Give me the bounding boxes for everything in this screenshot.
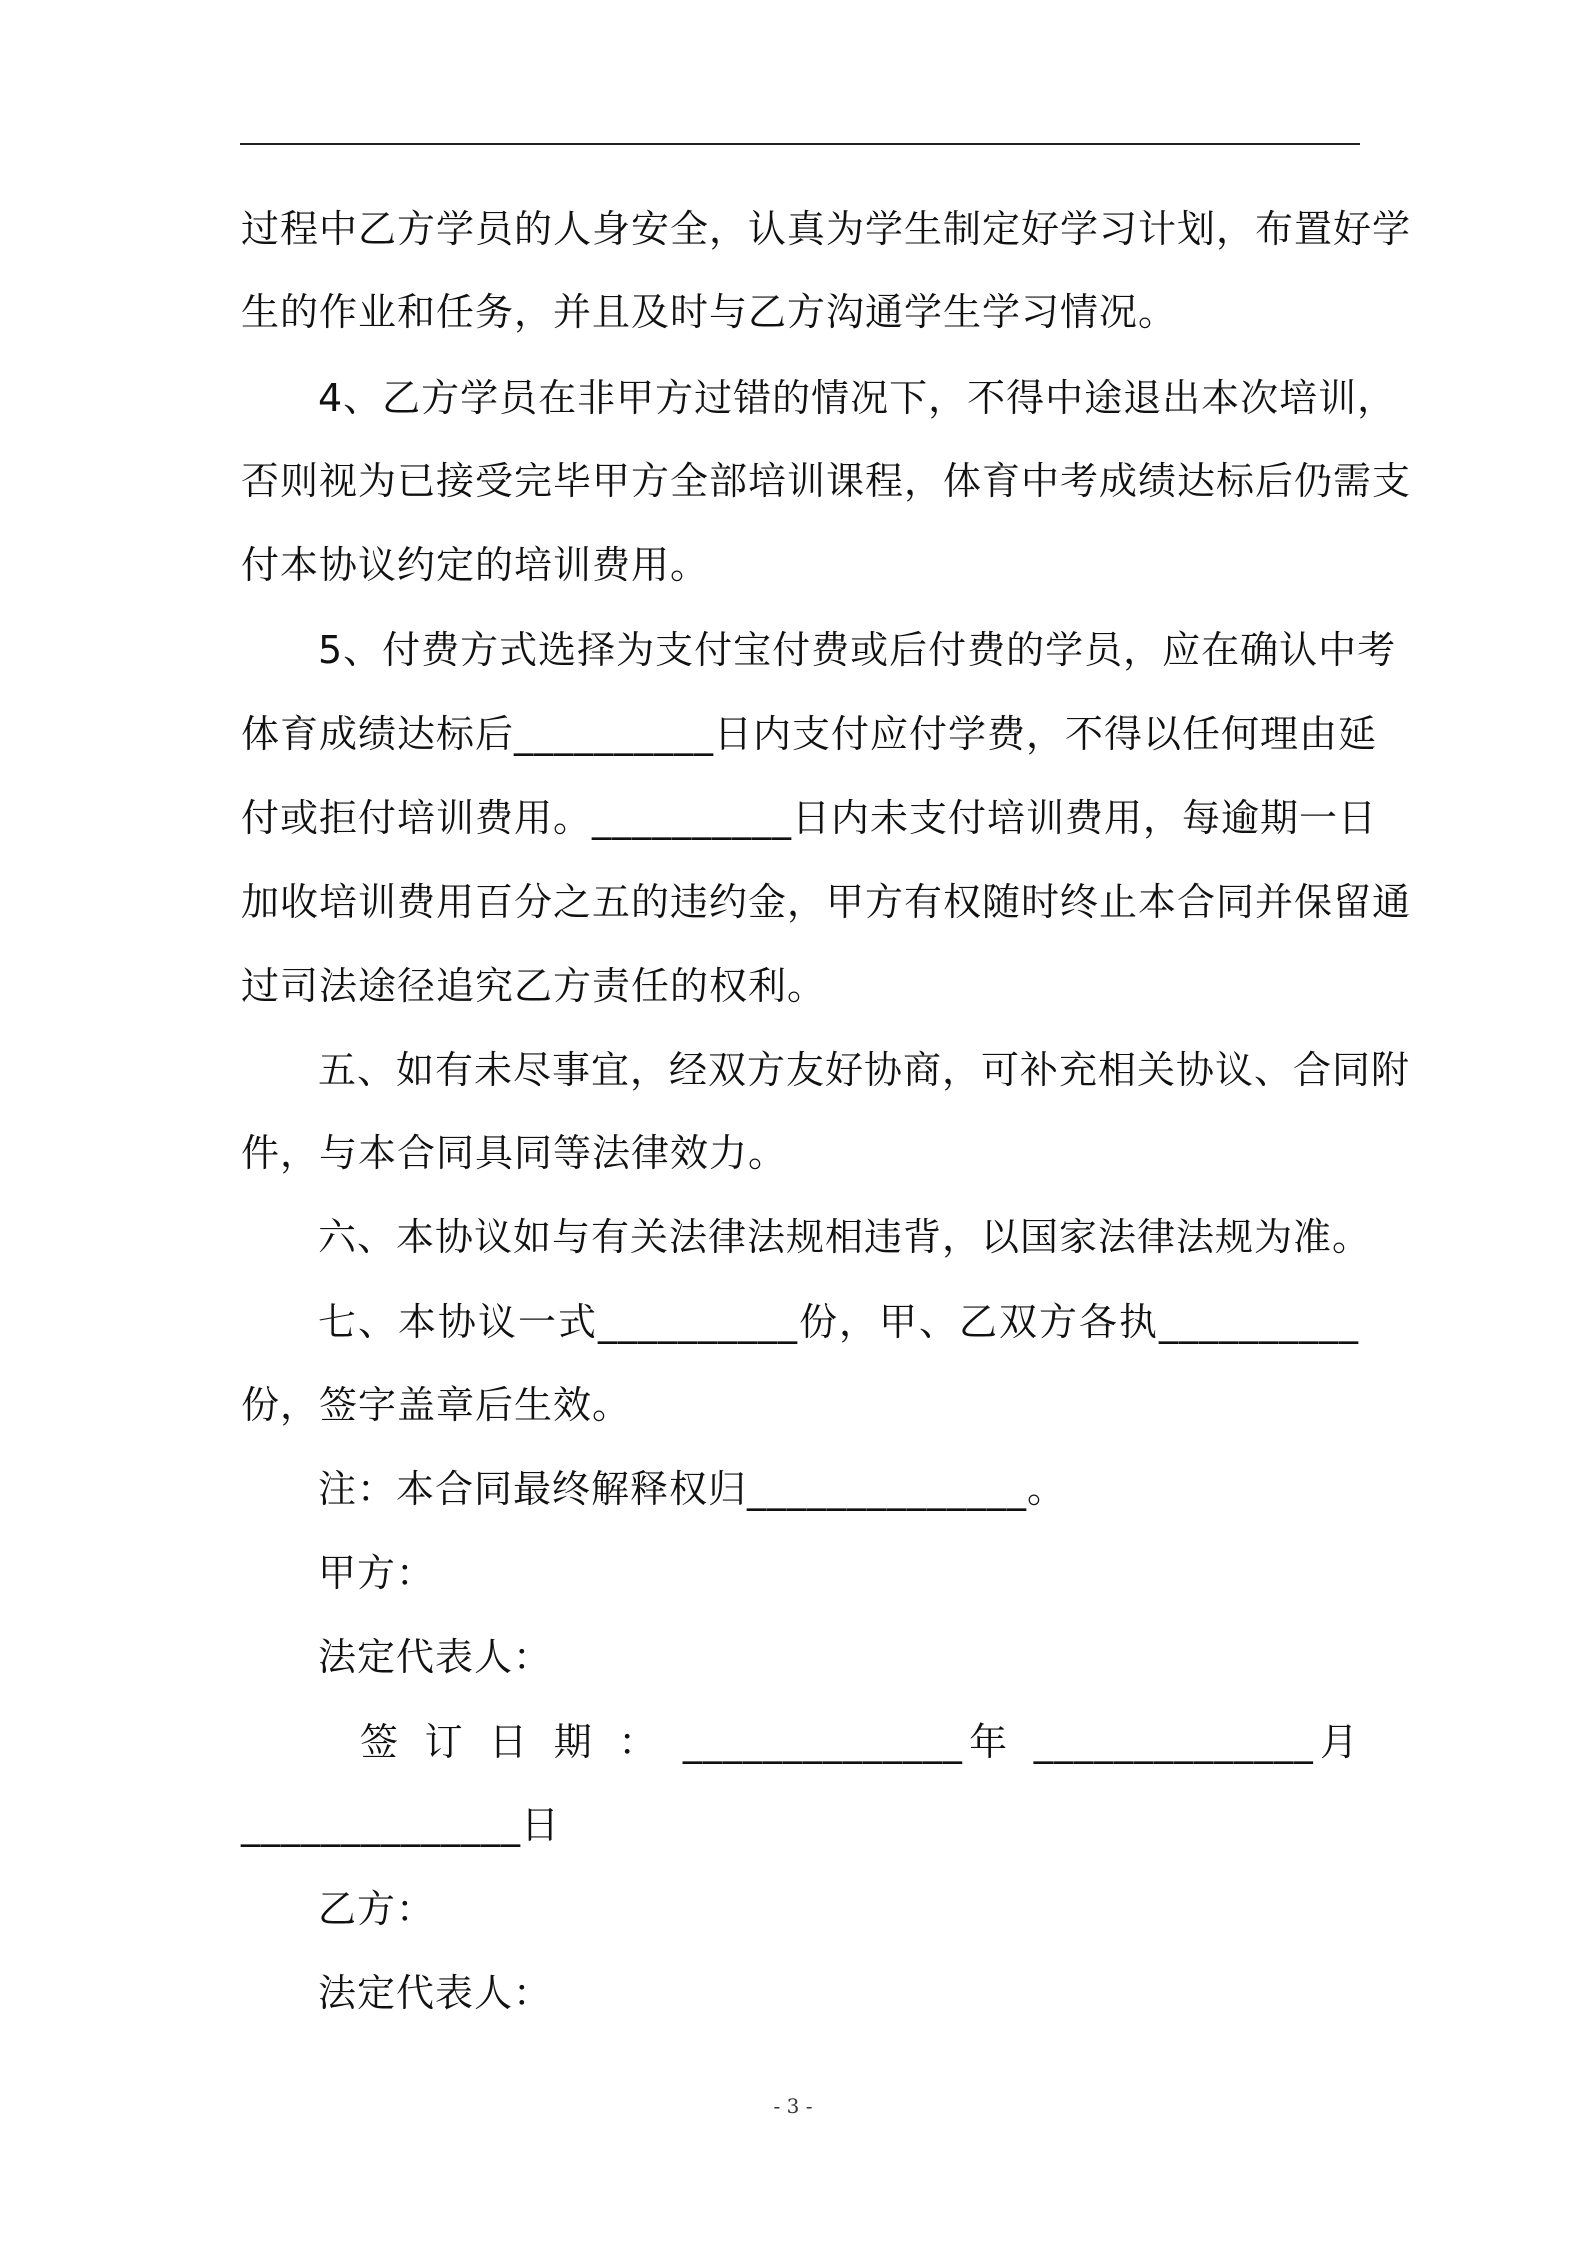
paragraph-line: 份，签字盖章后生效。 — [241, 1383, 632, 1427]
paragraph-line: 体育成绩达标后__________日内支付应付学费，不得以任何理由延 — [241, 712, 1378, 756]
sign-date-line: 签 订 日 期 ： ______________年 ______________月 — [360, 1720, 1359, 1764]
paragraph-line: 七、本协议一式__________份，甲、乙双方各执__________ — [318, 1300, 1359, 1344]
paragraph-line: 六、本协议如与有关法律法规相违背，以国家法律法规为准。 — [318, 1215, 1372, 1259]
party-a-representative-label: 法定代表人： — [318, 1635, 553, 1679]
party-a-label: 甲方： — [318, 1551, 436, 1595]
sign-date-day-line: ______________日 — [241, 1803, 561, 1847]
paragraph-line: 付或拒付培训费用。__________日内未支付培训费用，每逾期一日 — [241, 796, 1378, 840]
party-b-representative-label: 法定代表人： — [318, 1971, 553, 2015]
header-rule — [240, 143, 1360, 145]
paragraph-line: 五、如有未尽事宜，经双方友好协商，可补充相关协议、合同附 — [318, 1048, 1411, 1092]
paragraph-line: 4、乙方学员在非甲方过错的情况下，不得中途退出本次培训， — [318, 376, 1397, 420]
paragraph-line: 件，与本合同具同等法律效力。 — [241, 1131, 788, 1175]
paragraph-line: 生的作业和任务，并且及时与乙方沟通学生学习情况。 — [241, 290, 1178, 334]
paragraph-line: 过司法途径追究乙方责任的权利。 — [241, 964, 827, 1008]
paragraph-line: 过程中乙方学员的人身安全，认真为学生制定好学习计划，布置好学 — [241, 207, 1412, 251]
party-b-label: 乙方： — [318, 1887, 436, 1931]
note-line: 注：本合同最终解释权归______________。 — [318, 1467, 1067, 1511]
paragraph-line: 5、付费方式选择为支付宝付费或后付费的学员，应在确认中考 — [318, 628, 1397, 672]
paragraph-line: 加收培训费用百分之五的违约金，甲方有权随时终止本合同并保留通 — [241, 880, 1412, 924]
paragraph-line: 否则视为已接受完毕甲方全部培训课程，体育中考成绩达标后仍需支 — [241, 459, 1412, 503]
page-number: - 3 - — [773, 2094, 813, 2118]
paragraph-line: 付本协议约定的培训费用。 — [241, 543, 710, 587]
